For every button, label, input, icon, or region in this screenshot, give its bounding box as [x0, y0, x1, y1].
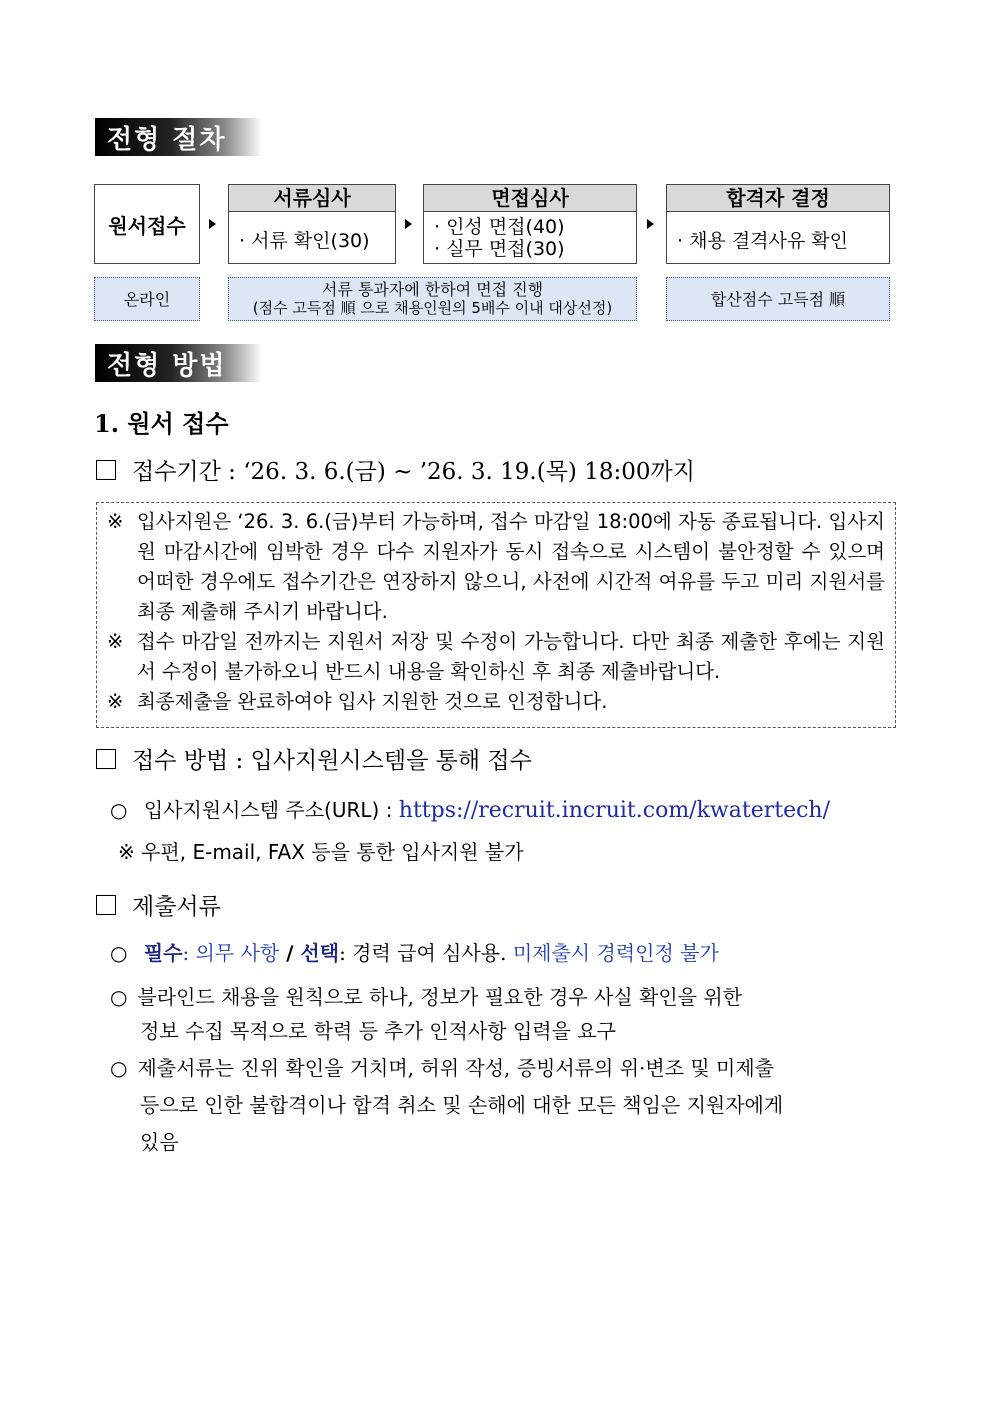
optional-label: 선택 — [300, 941, 340, 965]
section-title: 전형 방법 — [107, 350, 227, 381]
note-score — [666, 277, 890, 321]
required-label: 필수 — [143, 941, 183, 965]
note-text: 서류 통과자에 한하여 면접 진행 — [321, 280, 544, 299]
apply-url-link[interactable]: https://recruit.incruit.com/kwatertech/ — [398, 798, 831, 823]
doc-item-verification — [110, 1050, 783, 1161]
application-period: 접수기간 : ‘26. 3. 6.(금) ~ ’26. 3. 19.(목) 18:00까지 — [132, 459, 695, 485]
step-application — [94, 184, 200, 264]
doc-item-required-optional — [110, 937, 719, 966]
step-item: · 실무 면접(30) — [434, 238, 565, 260]
step-title: 합격자 결정 — [667, 185, 889, 212]
doc-text: 정보 수집 목적으로 학력 등 추가 인적사항 입력을 요구 — [140, 1019, 616, 1043]
notice-text: 최종제출을 완료하여야 입사 지원한 것으로 인정합니다. — [137, 690, 608, 713]
step-document-review — [228, 184, 396, 264]
method-note: ※ 우편, E-mail, FAX 등을 통한 입사지원 불가 — [118, 840, 524, 864]
note-text: 온라인 — [123, 289, 171, 309]
notice-text: 접수 마감일 전까지는 지원서 저장 및 수정이 가능합니다. 다만 최종 제출한 후에는 지원서 수정이 불가하오니 반드시 내용을 확인하신 후 최종 제출바랍니다. — [137, 630, 885, 683]
step-label: 원서접수 — [108, 213, 186, 238]
circle-bullet-icon: ○ — [110, 798, 128, 822]
arrow-icon — [405, 219, 412, 229]
arrow-icon — [647, 219, 654, 229]
circle-bullet-icon: ○ — [110, 941, 128, 965]
step-title: 서류심사 — [229, 185, 395, 212]
checkbox-square-icon — [96, 749, 116, 769]
warning-text: 미제출시 경력인정 불가 — [512, 941, 719, 965]
notice-item — [107, 687, 885, 717]
notice-item — [107, 627, 885, 687]
notice-box — [96, 502, 896, 728]
doc-text: 등으로 인한 불합격이나 합격 취소 및 손해에 대한 모든 책임은 지원자에게 — [140, 1093, 784, 1117]
step-item: · 채용 결격사유 확인 — [677, 230, 848, 252]
step-title: 면접심사 — [424, 185, 636, 212]
application-method: 접수 방법 : 입사지원시스템을 통해 접수 — [132, 748, 532, 774]
section-header-procedure — [95, 118, 262, 156]
circle-bullet-icon: ○ — [110, 985, 128, 1009]
step-item: · 서류 확인(30) — [239, 230, 370, 252]
doc-text: 블라인드 채용을 원칙으로 하나, 정보가 필요한 경우 사실 확인을 위한 — [137, 985, 742, 1009]
reference-mark: ※ — [107, 690, 124, 713]
reference-mark: ※ — [107, 510, 124, 533]
doc-item-blind — [110, 980, 742, 1048]
notice-text: 입사지원은 ‘26. 3. 6.(금)부터 가능하며, 접수 마감일 18:00에 자동 종료됩니다. 입사지원 마감시간에 임박한 경우 다수 지원자가 동시 접속으로 시스템이 불안정할 수 있으며 어떠한 경우에도 접수기간은 연장하지 않으니, 사전에 시간적 여유를 두고 미리 지원서를 최종 제출해 주시기 바랍니다. — [137, 510, 885, 623]
checkbox-square-icon — [96, 460, 116, 480]
checkbox-square-icon — [96, 895, 116, 915]
url-line — [110, 794, 830, 823]
note-text: 합산점수 고득점 順 — [710, 289, 846, 309]
note-online — [94, 277, 200, 321]
reference-mark: ※ — [107, 630, 124, 653]
documents-title: 제출서류 — [132, 894, 221, 920]
doc-text: 제출서류는 진위 확인을 거치며, 허위 작성, 증빙서류의 위·변조 및 미제출 — [137, 1056, 775, 1080]
url-label: 입사지원시스템 주소(URL) : — [143, 798, 399, 822]
step-item: · 인성 면접(40) — [434, 216, 565, 238]
circle-bullet-icon: ○ — [110, 1056, 128, 1080]
required-text: : 의무 사항 — [182, 941, 280, 965]
separator: / — [279, 941, 301, 965]
section-header-method — [95, 344, 262, 382]
section-title: 전형 절차 — [107, 124, 227, 155]
heading-application: 1. 원서 접수 — [94, 409, 229, 438]
note-text: (점수 고득점 順 으로 채용인원의 5배수 이내 대상선정) — [252, 299, 613, 317]
doc-text: 있음 — [140, 1130, 179, 1154]
notice-item — [107, 507, 885, 627]
note-interview-selection — [228, 277, 637, 321]
arrow-icon — [209, 219, 216, 229]
step-final-decision — [666, 184, 890, 264]
optional-text: : 경력 급여 심사용. — [339, 941, 507, 965]
step-interview — [423, 184, 637, 264]
